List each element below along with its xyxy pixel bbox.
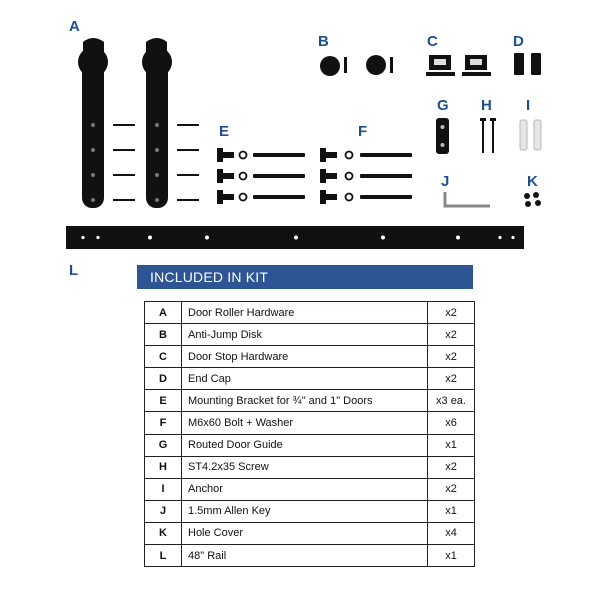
- item-code: E: [145, 390, 182, 412]
- part-label-d: D: [513, 33, 524, 50]
- item-code: L: [145, 545, 182, 567]
- item-quantity: x3 ea.: [428, 390, 475, 412]
- item-code: H: [145, 456, 182, 478]
- item-quantity: x1: [428, 434, 475, 456]
- door-roller-left: [78, 38, 108, 208]
- item-description: Hole Cover: [182, 522, 428, 544]
- item-description: Routed Door Guide: [182, 434, 428, 456]
- item-quantity: x2: [428, 456, 475, 478]
- item-quantity: x1: [428, 545, 475, 567]
- table-row: [145, 346, 475, 368]
- item-description: Door Stop Hardware: [182, 346, 428, 368]
- table-row: [145, 368, 475, 390]
- item-code: K: [145, 522, 182, 544]
- door-roller-hardware: [78, 38, 199, 208]
- anti-jump-disk: [320, 55, 393, 76]
- item-quantity: x2: [428, 324, 475, 346]
- item-description: 48" Rail: [182, 545, 428, 567]
- item-quantity: x2: [428, 302, 475, 324]
- table-row: [145, 390, 475, 412]
- part-label-g: G: [437, 97, 449, 114]
- part-label-k: K: [527, 173, 538, 190]
- part-label-a: A: [69, 18, 80, 35]
- item-code: I: [145, 478, 182, 500]
- item-code: J: [145, 500, 182, 522]
- table-row: [145, 456, 475, 478]
- item-description: ST4.2x35 Screw: [182, 456, 428, 478]
- item-description: Door Roller Hardware: [182, 302, 428, 324]
- bolt-and-washer: [320, 148, 412, 204]
- item-description: M6x60 Bolt + Washer: [182, 412, 428, 434]
- routed-door-guide: [436, 118, 449, 154]
- part-label-f: F: [358, 123, 368, 140]
- item-code: G: [145, 434, 182, 456]
- hardware-illustration: [0, 0, 600, 262]
- part-label-b: B: [318, 33, 329, 50]
- rail: [66, 226, 524, 249]
- part-label-j: J: [441, 173, 450, 190]
- item-quantity: x4: [428, 522, 475, 544]
- door-stop-hardware: [426, 55, 491, 76]
- allen-key: [445, 192, 490, 206]
- part-label-h: H: [481, 97, 492, 114]
- item-quantity: x6: [428, 412, 475, 434]
- item-description: Anti-Jump Disk: [182, 324, 428, 346]
- kit-title-banner: INCLUDED IN KIT: [137, 265, 473, 289]
- mounting-bracket: [217, 148, 305, 204]
- door-roller-right: [142, 38, 172, 208]
- item-quantity: x1: [428, 500, 475, 522]
- table-row: [145, 545, 475, 567]
- part-label-e: E: [219, 123, 230, 140]
- kit-contents-table: [144, 301, 475, 567]
- table-row: [145, 478, 475, 500]
- item-description: 1.5mm Allen Key: [182, 500, 428, 522]
- item-quantity: x2: [428, 478, 475, 500]
- hole-cover: [524, 192, 541, 207]
- item-quantity: x2: [428, 368, 475, 390]
- item-code: A: [145, 302, 182, 324]
- table-row: [145, 434, 475, 456]
- table-row: [145, 522, 475, 544]
- item-code: D: [145, 368, 182, 390]
- item-description: End Cap: [182, 368, 428, 390]
- item-quantity: x2: [428, 346, 475, 368]
- screw: [480, 118, 496, 153]
- item-code: C: [145, 346, 182, 368]
- item-description: Mounting Bracket for ¾" and 1" Doors: [182, 390, 428, 412]
- table-row: [145, 500, 475, 522]
- anchor: [520, 120, 541, 150]
- table-row: [145, 302, 475, 324]
- item-code: F: [145, 412, 182, 434]
- table-row: [145, 412, 475, 434]
- part-label-l: L: [69, 262, 79, 279]
- item-code: B: [145, 324, 182, 346]
- part-label-c: C: [427, 33, 438, 50]
- part-label-i: I: [526, 97, 531, 114]
- end-cap: [514, 53, 541, 75]
- item-description: Anchor: [182, 478, 428, 500]
- table-row: [145, 324, 475, 346]
